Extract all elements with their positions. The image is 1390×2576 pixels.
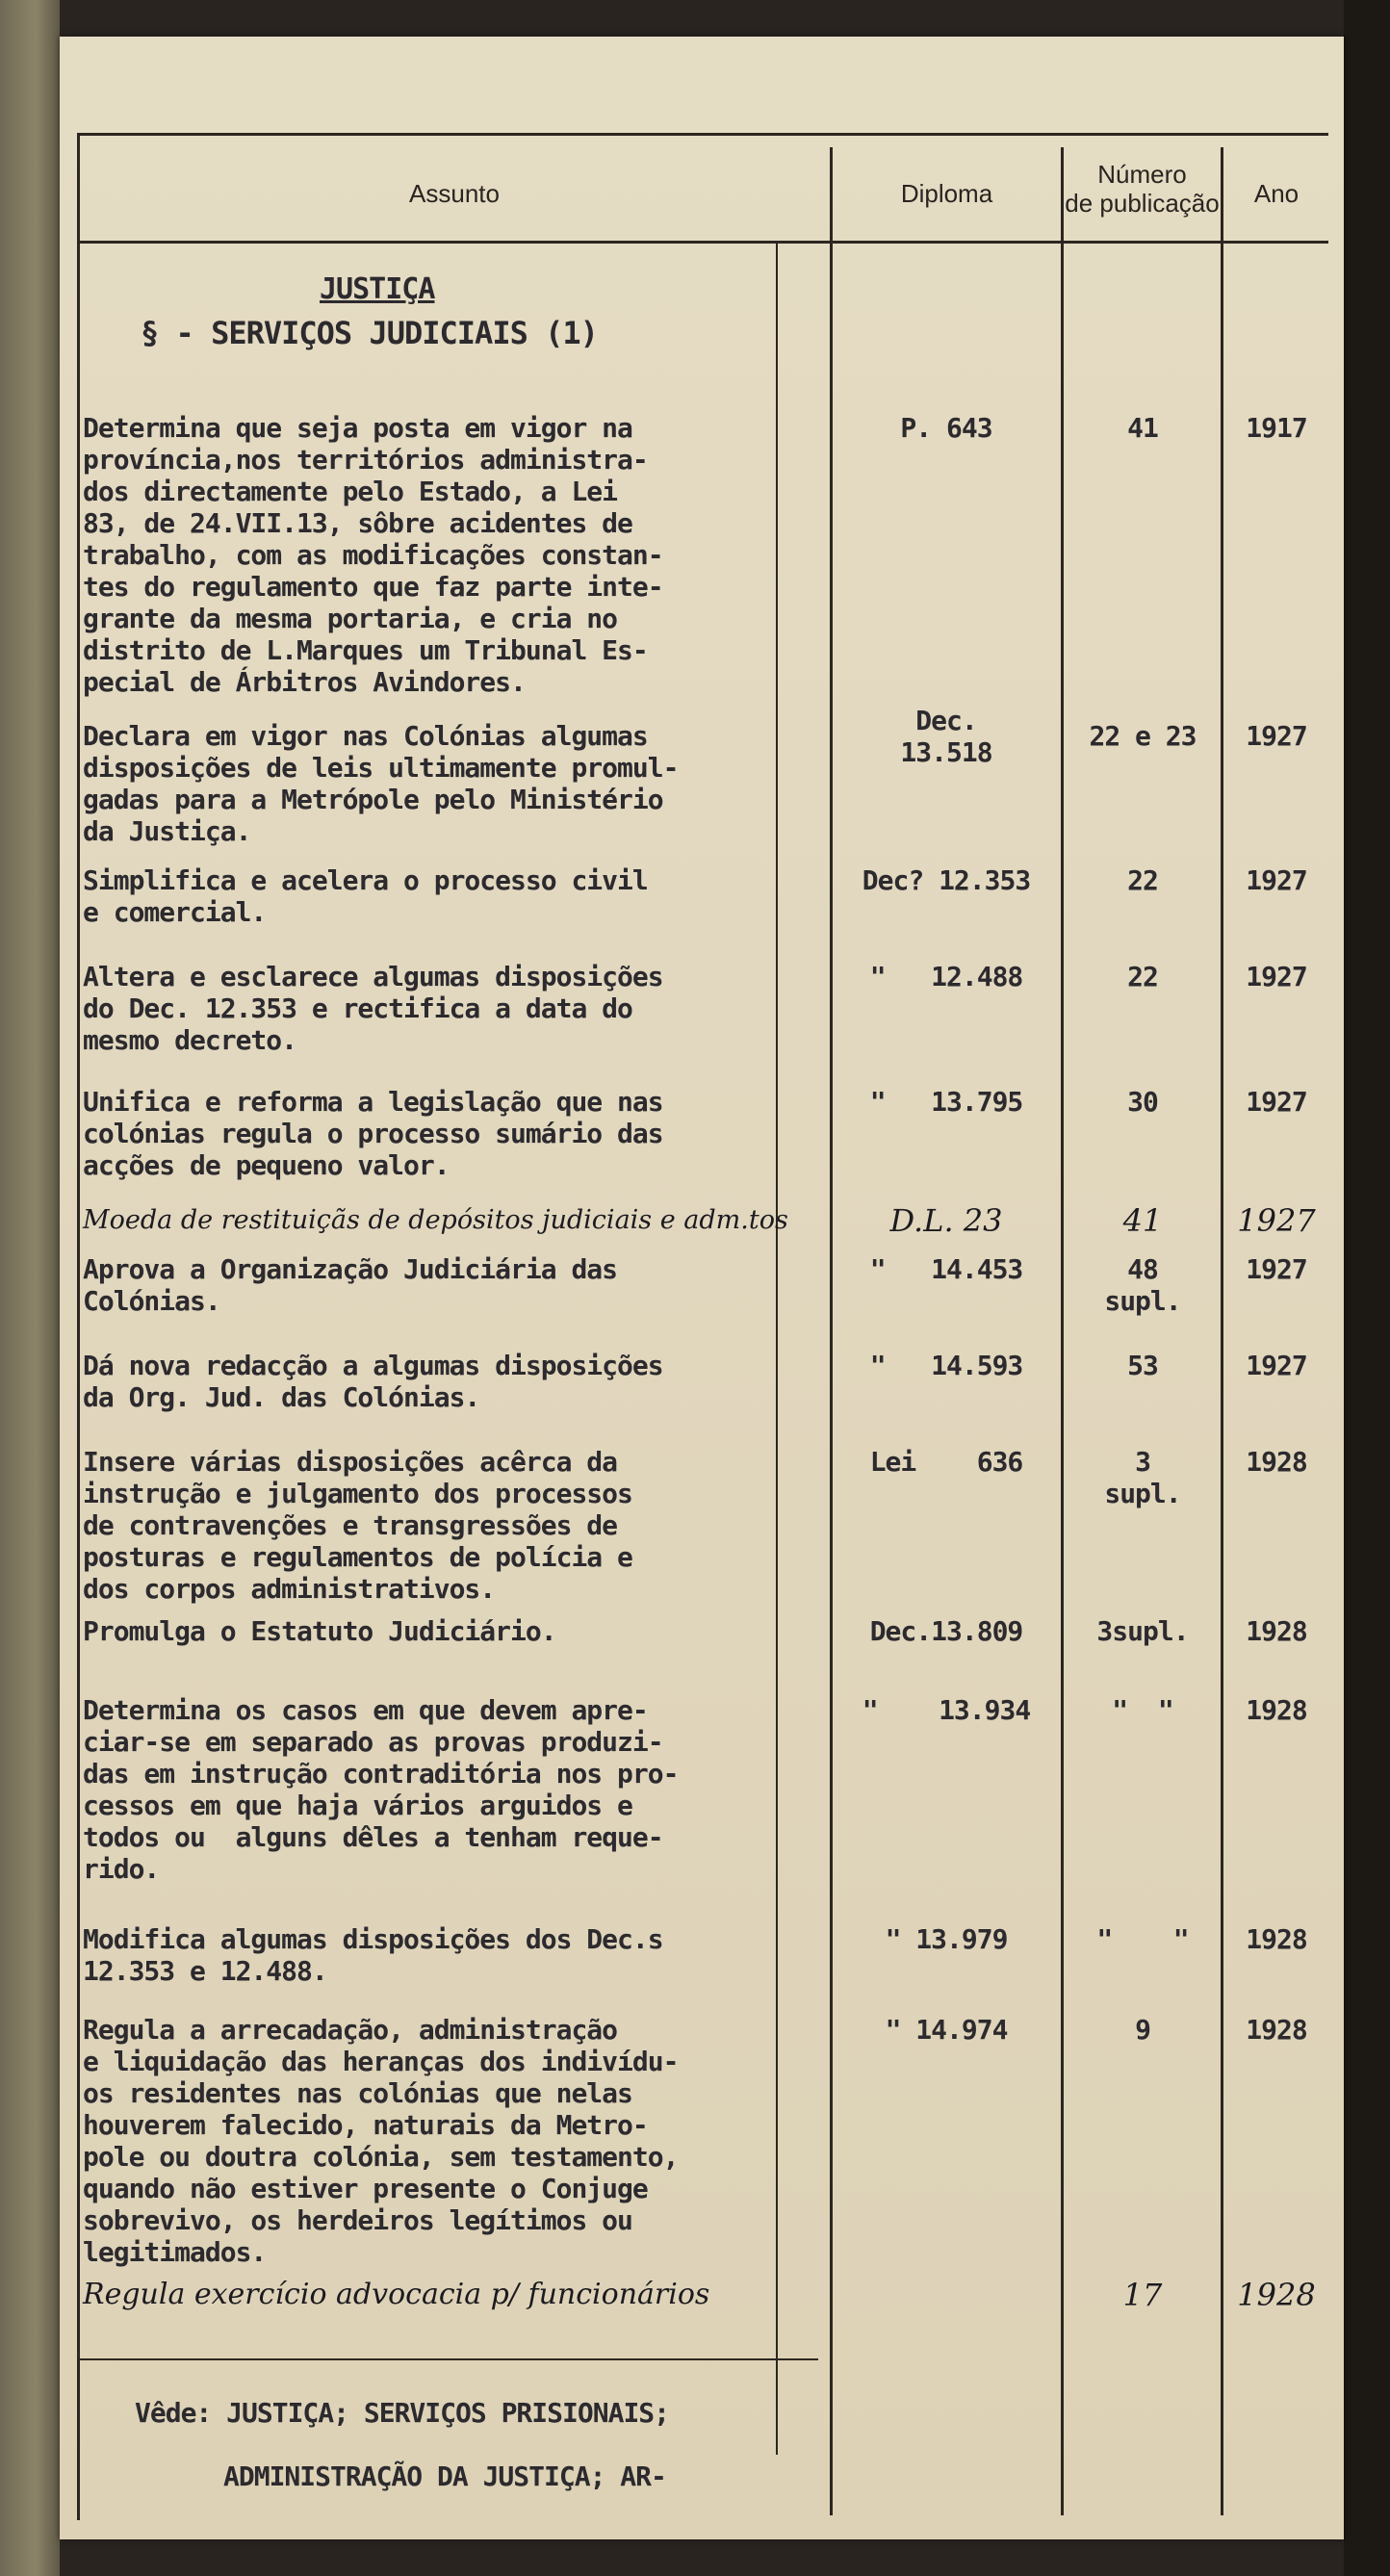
entry-diploma bbox=[835, 1350, 1058, 1381]
footer-see-also-line2: ADMINISTRAÇÃO DA JUSTIÇA; AR- bbox=[223, 2460, 666, 2492]
header-ano: Ano bbox=[1253, 179, 1300, 208]
entry-subject bbox=[83, 1694, 678, 1885]
entry-diploma bbox=[835, 1615, 1058, 1647]
entry-subject-line: 12.353 e 12.488. bbox=[83, 1955, 327, 1987]
entry-subject-line: disposições de leis ultimamente promul- bbox=[83, 752, 679, 784]
entry-ano: 1928 bbox=[1246, 2014, 1307, 2046]
col-rule-numero bbox=[1061, 147, 1064, 2515]
entry-subject-line: os residentes nas colónias que nelas bbox=[83, 2077, 632, 2109]
entry-subject bbox=[83, 1253, 617, 1317]
entry-numero bbox=[1066, 1923, 1220, 1955]
entry-ano: 1928 bbox=[1237, 2277, 1316, 2313]
entry-diploma bbox=[835, 1086, 1058, 1118]
entry-diploma-line: Dec.13.809 bbox=[869, 1615, 1023, 1647]
entry-numero bbox=[1066, 1350, 1220, 1381]
entry-diploma-line: D.L. 23 bbox=[889, 1202, 1003, 1239]
entry-subject-line: Moeda de restituiçãs de depósitos judiciais e adm.tos bbox=[83, 1205, 788, 1235]
entry-subject-line: instrução e julgamento dos processos bbox=[83, 1478, 632, 1509]
entry-subject-line: Colónias. bbox=[83, 1285, 220, 1317]
entry-numero-line: 3supl. bbox=[1096, 1615, 1189, 1647]
entry-ano: 1917 bbox=[1246, 412, 1307, 444]
entry-numero-line: 48 bbox=[1127, 1253, 1158, 1285]
entry-subject-line: Altera e esclarece algumas disposições bbox=[83, 961, 663, 992]
entry-subject bbox=[83, 720, 678, 847]
entry-subject-line: das em instrução contraditória nos pro- bbox=[83, 1758, 679, 1790]
entry-numero-line: " " bbox=[1096, 1923, 1189, 1955]
subject-inner-rule bbox=[776, 241, 778, 2455]
entry-numero-line: " " bbox=[1112, 1694, 1173, 1726]
entry-subject-line: rido. bbox=[83, 1853, 160, 1885]
entry-diploma-line: " 13.979 bbox=[885, 1923, 1008, 1955]
entry-subject-line: Dá nova redacção a algumas disposições bbox=[83, 1350, 663, 1381]
entry-subject-line: posturas e regulamentos de polícia e bbox=[83, 1541, 632, 1573]
entry-numero-line: 53 bbox=[1127, 1350, 1158, 1381]
entry-subject bbox=[83, 864, 648, 928]
dark-background bbox=[1344, 0, 1390, 2576]
entry-numero-line: 22 e 23 bbox=[1089, 720, 1197, 752]
entry-numero-line: 30 bbox=[1127, 1086, 1158, 1118]
col-rule-diploma bbox=[830, 147, 833, 2515]
entry-subject bbox=[83, 1446, 632, 1605]
entry-subject-line: do Dec. 12.353 e rectifica a data do bbox=[83, 992, 632, 1024]
header-diploma: Diploma bbox=[900, 179, 993, 208]
footer-see-also-line1: Vêde: JUSTIÇA; SERVIÇOS PRISIONAIS; bbox=[135, 2397, 670, 2429]
entry-subject-line: Modifica algumas disposições dos Dec.s bbox=[83, 1923, 663, 1955]
entry-subject-line: acções de pequeno valor. bbox=[83, 1149, 450, 1181]
entry-subject-line: tes do regulamento que faz parte inte- bbox=[83, 571, 663, 603]
entry-numero bbox=[1066, 1253, 1220, 1317]
top-rule bbox=[77, 133, 1328, 136]
entry-ano: 1928 bbox=[1246, 1615, 1307, 1647]
entry-subject-line: Declara em vigor nas Colónias algumas bbox=[83, 720, 648, 752]
entry-numero bbox=[1066, 2014, 1220, 2046]
entry-diploma-line: 13.518 bbox=[900, 736, 992, 768]
entry-diploma-line: Dec. bbox=[915, 705, 977, 736]
entry-diploma bbox=[835, 412, 1058, 444]
entry-subject-line: dos directamente pelo Estado, a Lei bbox=[83, 476, 618, 507]
entry-numero bbox=[1066, 1615, 1220, 1647]
entry-ano: 1927 bbox=[1246, 1086, 1307, 1118]
entry-numero-line: 22 bbox=[1127, 864, 1158, 896]
left-border bbox=[77, 133, 80, 2520]
entry-subject-line: província,nos territórios administra- bbox=[83, 444, 648, 476]
entry-diploma-line: Lei 636 bbox=[869, 1446, 1023, 1478]
adjacent-page-edge bbox=[0, 0, 60, 2576]
entry-diploma bbox=[835, 705, 1058, 768]
entry-subject-line: de contravenções e transgressões de bbox=[83, 1509, 618, 1541]
entry-subject bbox=[83, 1615, 556, 1647]
entry-diploma-line: Dec? 12.353 bbox=[862, 864, 1031, 896]
entry-subject-line: dos corpos administrativos. bbox=[83, 1573, 496, 1605]
entry-subject-line: grante da mesma portaria, e cria no bbox=[83, 603, 618, 634]
entry-ano: 1928 bbox=[1246, 1446, 1307, 1478]
section-subtitle: § - SERVIÇOS JUDICIAIS (1) bbox=[141, 315, 598, 351]
entry-subject-line: legitimados. bbox=[83, 2236, 267, 2268]
entry-numero-line: 17 bbox=[1122, 2277, 1163, 2313]
entry-diploma bbox=[835, 1694, 1058, 1726]
entry-subject-line: Determina que seja posta em vigor na bbox=[83, 412, 632, 444]
entry-subject-line: gadas para a Metrópole pelo Ministério bbox=[83, 784, 663, 815]
entry-diploma bbox=[835, 1446, 1058, 1478]
entry-diploma-line: " 13.934 bbox=[862, 1694, 1031, 1726]
entry-ano: 1927 bbox=[1237, 1202, 1316, 1239]
entry-numero bbox=[1066, 412, 1220, 444]
entry-subject-line: Regula exercício advocacia p/ funcionários bbox=[83, 2278, 710, 2311]
entry-diploma bbox=[835, 864, 1058, 896]
entry-subject-line: Unifica e reforma a legislação que nas bbox=[83, 1086, 663, 1118]
entry-subject-line: colónias regula o processo sumário das bbox=[83, 1118, 663, 1149]
entry-numero-line: 9 bbox=[1135, 2014, 1150, 2046]
entry-subject bbox=[83, 1086, 663, 1181]
entry-diploma bbox=[835, 1203, 1058, 1238]
entry-subject-line: 83, de 24.VII.13, sôbre acidentes de bbox=[83, 507, 632, 539]
entry-subject-line: mesmo decreto. bbox=[83, 1024, 297, 1056]
entry-diploma bbox=[835, 1923, 1058, 1955]
entry-subject-line: pole ou doutra colónia, sem testamento, bbox=[83, 2141, 679, 2173]
entry-numero-line: 22 bbox=[1127, 961, 1158, 992]
entry-subject-line: quando não estiver presente o Conjuge bbox=[83, 2173, 648, 2204]
entry-diploma bbox=[835, 961, 1058, 992]
entry-subject-line: trabalho, com as modificações constan- bbox=[83, 539, 663, 571]
entry-ano: 1928 bbox=[1246, 1694, 1307, 1726]
col-rule-ano bbox=[1221, 147, 1223, 2515]
entry-subject-line: da Justiça. bbox=[83, 815, 251, 847]
entry-diploma bbox=[835, 2014, 1058, 2046]
entry-subject-line: cessos em que haja vários arguidos e bbox=[83, 1790, 632, 1821]
entry-ano: 1927 bbox=[1246, 1253, 1307, 1285]
entry-ano: 1928 bbox=[1246, 1923, 1307, 1955]
entry-subject-line: distrito de L.Marques um Tribunal Es- bbox=[83, 634, 648, 666]
entry-subject-line: todos ou alguns dêles a tenham reque- bbox=[83, 1821, 663, 1853]
document-page bbox=[60, 37, 1344, 2539]
entry-numero bbox=[1066, 864, 1220, 896]
entry-subject-line: houverem falecido, naturais da Metro- bbox=[83, 2109, 648, 2141]
entry-numero bbox=[1066, 1203, 1220, 1238]
entry-subject bbox=[83, 1203, 788, 1238]
entry-subject-line: da Org. Jud. das Colónias. bbox=[83, 1381, 480, 1413]
entry-numero bbox=[1066, 2278, 1220, 2312]
entry-subject-line: Insere várias disposições acêrca da bbox=[83, 1446, 618, 1478]
entry-subject bbox=[83, 2278, 709, 2312]
entry-subject bbox=[83, 1923, 663, 1987]
entry-diploma-line: P. 643 bbox=[900, 412, 992, 444]
entry-subject-line: Promulga o Estatuto Judiciário. bbox=[83, 1615, 556, 1647]
entry-numero-line: supl. bbox=[1104, 1285, 1181, 1317]
header-rule bbox=[77, 241, 1328, 244]
entry-numero bbox=[1066, 1446, 1220, 1509]
entry-subject-line: ciar-se em separado as provas produzi- bbox=[83, 1726, 663, 1758]
entry-ano: 1927 bbox=[1246, 720, 1307, 752]
entry-subject-line: Simplifica e acelera o processo civil bbox=[83, 864, 648, 896]
footer-rule bbox=[77, 2358, 818, 2360]
entry-numero bbox=[1066, 1086, 1220, 1118]
entry-diploma-line: " 14.974 bbox=[885, 2014, 1008, 2046]
entry-subject bbox=[83, 961, 663, 1056]
entry-subject-line: Determina os casos em que devem apre- bbox=[83, 1694, 648, 1726]
header-numero: Número de publicação bbox=[1065, 160, 1220, 218]
entry-subject-line: sobrevivo, os herdeiros legítimos ou bbox=[83, 2204, 632, 2236]
entry-numero-line: 41 bbox=[1122, 1202, 1163, 1239]
entry-numero-line: 41 bbox=[1127, 412, 1158, 444]
header-assunto: Assunto bbox=[409, 179, 500, 208]
entry-subject-line: Regula a arrecadação, administração bbox=[83, 2014, 618, 2046]
entry-subject-line: e comercial. bbox=[83, 896, 267, 928]
entry-ano: 1927 bbox=[1246, 961, 1307, 992]
entry-subject bbox=[83, 2014, 678, 2268]
entry-subject bbox=[83, 1350, 663, 1413]
entry-ano: 1927 bbox=[1246, 864, 1307, 896]
entry-subject-line: pecial de Árbitros Avindores. bbox=[83, 666, 526, 698]
entry-diploma-line: " 12.488 bbox=[869, 961, 1023, 992]
entry-numero bbox=[1066, 720, 1220, 752]
entry-subject-line: e liquidação das heranças dos indivídu- bbox=[83, 2046, 679, 2077]
entry-numero bbox=[1066, 1694, 1220, 1726]
entry-diploma bbox=[835, 1253, 1058, 1285]
entry-numero bbox=[1066, 961, 1220, 992]
entry-numero-line: supl. bbox=[1104, 1478, 1181, 1509]
section-title: JUSTIÇA bbox=[320, 272, 435, 306]
entry-diploma-line: " 14.453 bbox=[869, 1253, 1023, 1285]
entry-diploma-line: " 14.593 bbox=[869, 1350, 1023, 1381]
entry-subject bbox=[83, 412, 663, 698]
entry-numero-line: 3 bbox=[1135, 1446, 1150, 1478]
entry-diploma-line: " 13.795 bbox=[869, 1086, 1023, 1118]
entry-subject-line: Aprova a Organização Judiciária das bbox=[83, 1253, 618, 1285]
entry-ano: 1927 bbox=[1246, 1350, 1307, 1381]
